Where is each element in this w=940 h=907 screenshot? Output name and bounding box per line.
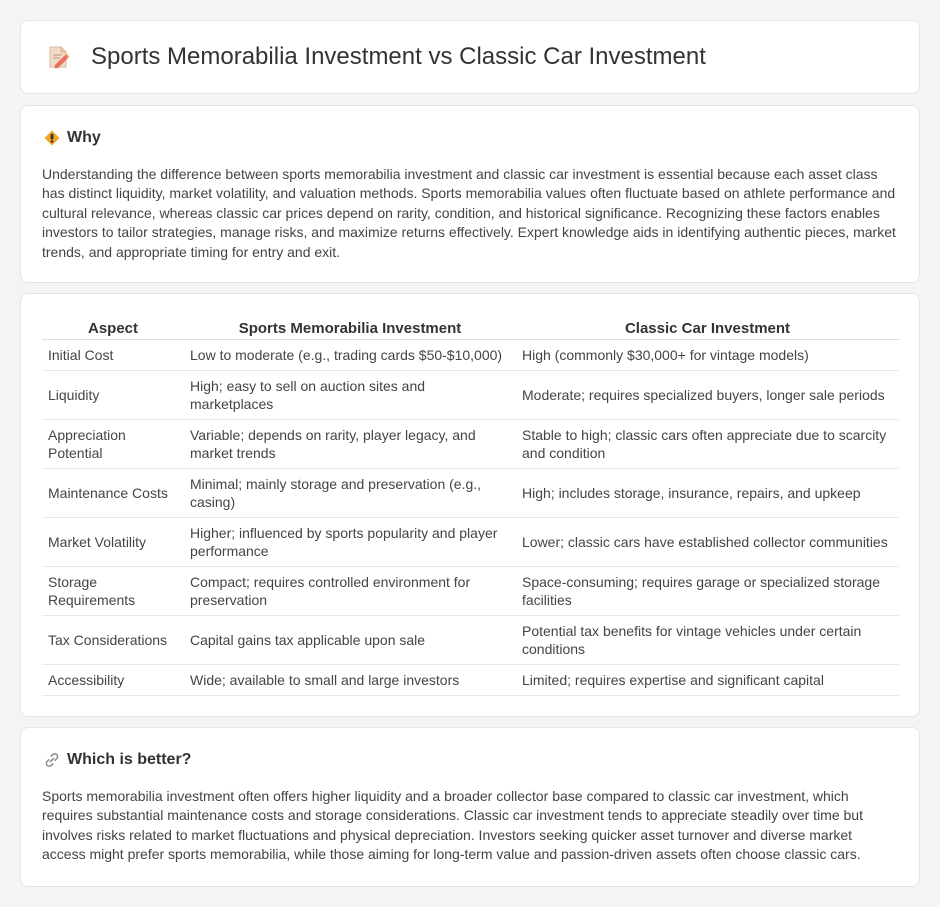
table-row xyxy=(42,419,899,468)
title-card xyxy=(20,20,920,94)
which-is-better-section xyxy=(20,727,920,887)
page-title: Sports Memorabilia Investment vs Classic Car Investment xyxy=(91,43,706,70)
row-memorabilia-value: Wide; available to small and large investors xyxy=(184,664,516,695)
table-row xyxy=(42,370,899,419)
row-memorabilia-value: Capital gains tax applicable upon sale xyxy=(184,615,516,664)
table-row xyxy=(42,517,899,566)
row-classic-car-value: Moderate; requires specialized buyers, longer sale periods xyxy=(516,370,899,419)
better-title: Which is better? xyxy=(67,751,192,768)
row-aspect: Initial Cost xyxy=(42,339,184,370)
row-classic-car-value: Stable to high; classic cars often appreciate due to scarcity and condition xyxy=(516,419,899,468)
comparison-table-card xyxy=(20,293,920,717)
why-title: Why xyxy=(67,129,101,146)
row-memorabilia-value: Minimal; mainly storage and preservation (e.g., casing) xyxy=(184,468,516,517)
row-classic-car-value: High (commonly $30,000+ for vintage models) xyxy=(516,339,899,370)
header-classic-car: Classic Car Investment xyxy=(516,315,899,339)
row-classic-car-value: Potential tax benefits for vintage vehicles under certain conditions xyxy=(516,615,899,664)
table-row xyxy=(42,468,899,517)
row-classic-car-value: Lower; classic cars have established collector communities xyxy=(516,517,899,566)
row-classic-car-value: Space-consuming; requires garage or specialized storage facilities xyxy=(516,566,899,615)
row-classic-car-value: Limited; requires expertise and significant capital xyxy=(516,664,899,695)
why-text: Understanding the difference between sports memorabilia investment and classic car investment is essential because each asset class has distinct liquidity, market volatility, and valuation methods. Sports memorabilia values often fluctuate based on athlete performance and cultural relevance, whereas classic car prices depend on rarity, condition, and historical significance. Recognizing these factors enables investors to tailor strategies, manage risks, and maximize returns effectively. Expert knowledge aids in identifying authentic pieces, market trends, and appropriate timing for entry and exit. xyxy=(42,166,896,260)
header-sports-memorabilia: Sports Memorabilia Investment xyxy=(184,315,516,339)
row-memorabilia-value: Compact; requires controlled environment for preservation xyxy=(184,566,516,615)
better-text: Sports memorabilia investment often offers higher liquidity and a broader collector base compared to classic car investment, which requires substantial maintenance costs and storage considerations. Classic car investment tends to appreciate steadily over time but involves risks related to market fluctuations and physical depreciation. Investors seeking quicker asset turnover and diverse market access might prefer sports memorabilia, while those aiming for long-term value and passion-driven assets often choose classic cars. xyxy=(42,788,863,863)
row-memorabilia-value: High; easy to sell on auction sites and marketplaces xyxy=(184,370,516,419)
row-aspect: Liquidity xyxy=(42,370,184,419)
document-edit-icon xyxy=(45,44,71,70)
row-aspect: Storage Requirements xyxy=(42,566,184,615)
row-aspect: Tax Considerations xyxy=(42,615,184,664)
row-aspect: Maintenance Costs xyxy=(42,468,184,517)
title-row xyxy=(21,21,919,93)
row-aspect: Market Volatility xyxy=(42,517,184,566)
row-memorabilia-value: Variable; depends on rarity, player legacy, and market trends xyxy=(184,419,516,468)
table-header-row xyxy=(42,315,899,339)
row-aspect: Appreciation Potential xyxy=(42,419,184,468)
why-header xyxy=(21,106,919,148)
why-section xyxy=(20,105,920,283)
table-row xyxy=(42,615,899,664)
diamond-warning-icon xyxy=(43,129,61,147)
link-icon xyxy=(43,751,61,769)
header-aspect: Aspect xyxy=(42,315,184,339)
row-memorabilia-value: Low to moderate (e.g., trading cards $50-$10,000) xyxy=(184,339,516,370)
better-header xyxy=(21,728,919,770)
row-memorabilia-value: Higher; influenced by sports popularity and player performance xyxy=(184,517,516,566)
table-row xyxy=(42,664,899,695)
row-classic-car-value: High; includes storage, insurance, repairs, and upkeep xyxy=(516,468,899,517)
row-aspect: Accessibility xyxy=(42,664,184,695)
table-row xyxy=(42,566,899,615)
table-row xyxy=(42,339,899,370)
comparison-table xyxy=(42,315,899,696)
